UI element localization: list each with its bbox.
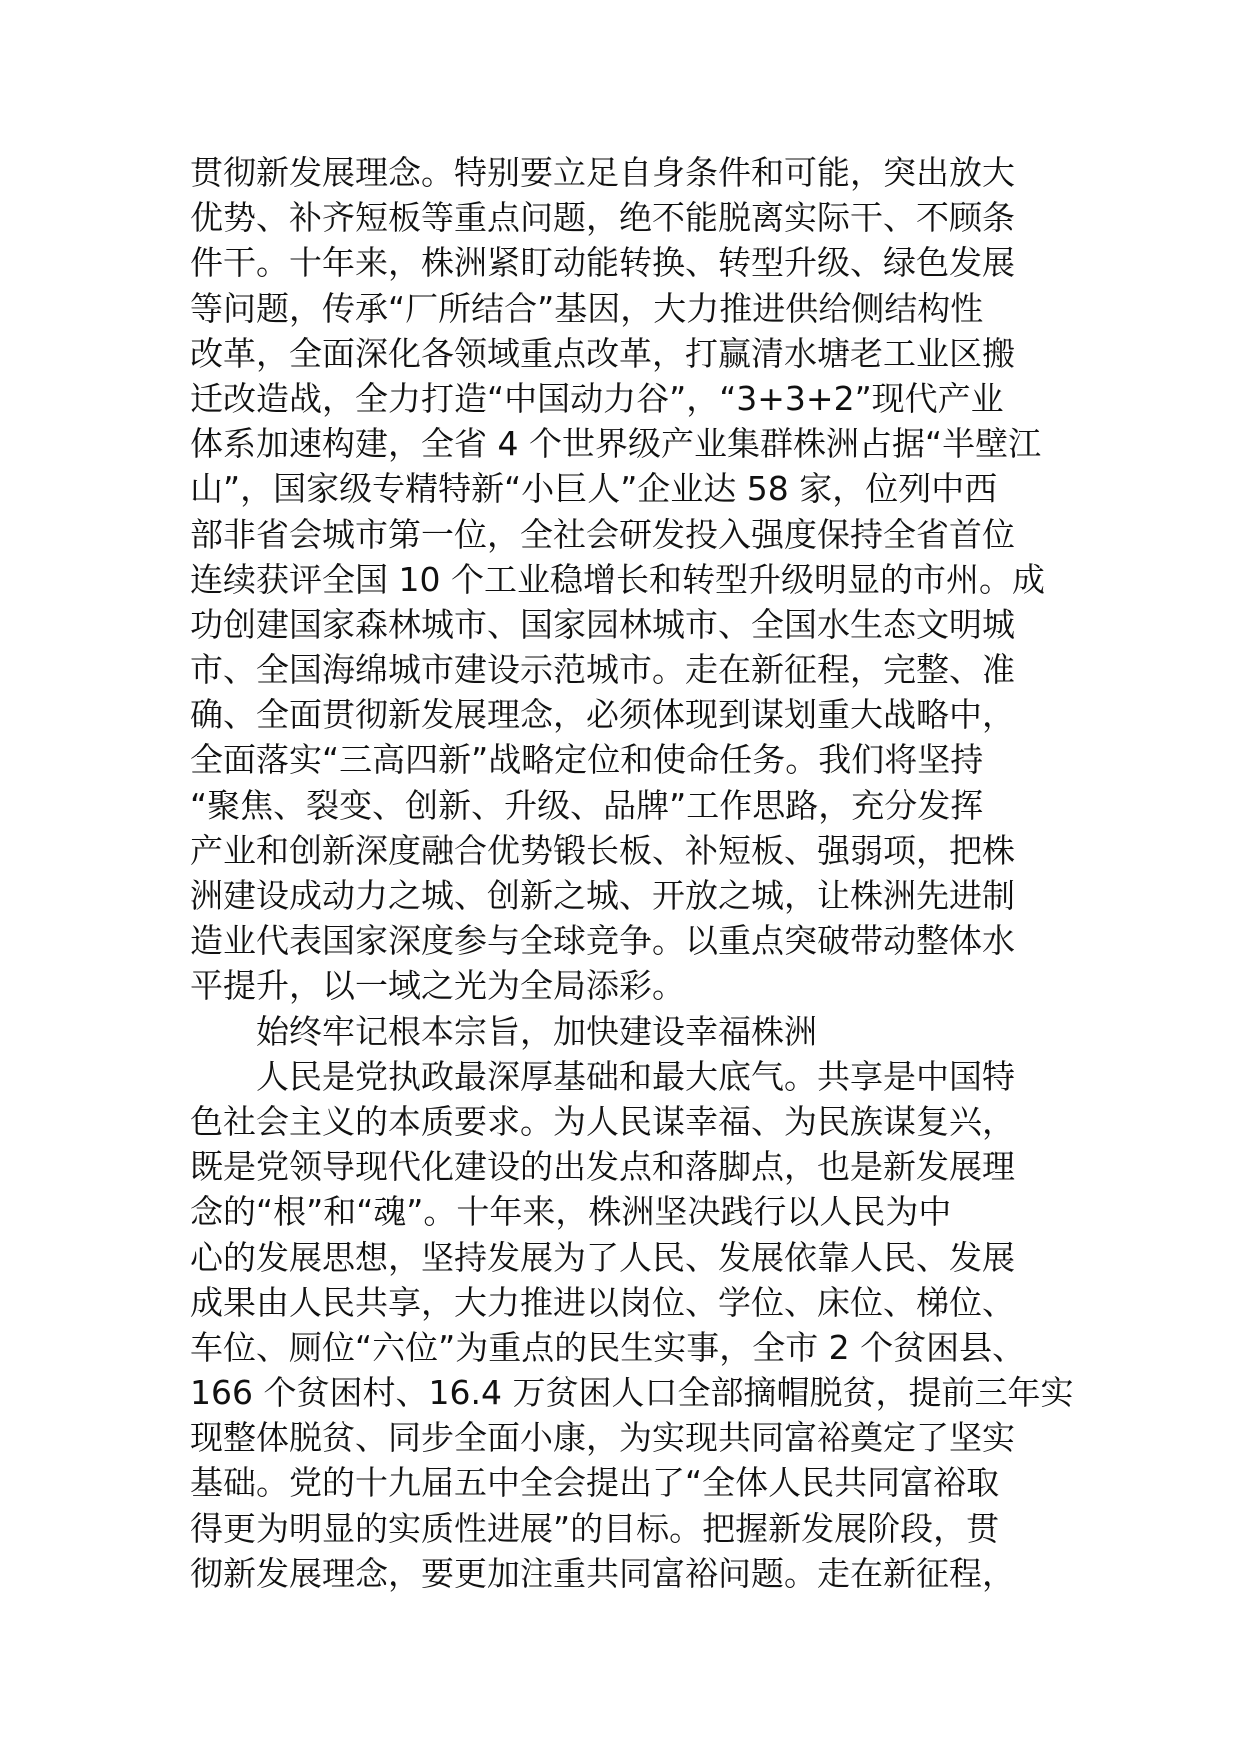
text-line: 连续获评全国 10 个工业稳增长和转型升级明显的市州。成 [190, 559, 1045, 599]
text-line: 既是党领导现代化建设的出发点和落脚点，也是新发展理 [190, 1147, 1015, 1187]
text-line: 全面落实“三高四新”战略定位和使命任务。我们将坚持 [190, 740, 984, 780]
text-line: 贯彻新发展理念。特别要立足自身条件和可能，突出放大 [190, 153, 1015, 192]
text-line: “聚焦、裂变、创新、升级、品牌”工作思路，充分发挥 [190, 785, 984, 825]
text-line: 色社会主义的本质要求。为人民谋幸福、为民族谋复兴， [190, 1101, 1015, 1141]
text-line: 人民是党执政最深厚基础和最大底气。共享是中国特 [256, 1056, 1015, 1096]
text-line: 市、全国海绵城市建设示范城市。走在新征程，完整、准 [190, 650, 1015, 690]
text-line: 件干。十年来，株洲紧盯动能转换、转型升级、绿色发展 [190, 243, 1015, 283]
text-line: 改革，全面深化各领域重点改革，打赢清水塘老工业区搬 [190, 333, 1015, 373]
text-line: 体系加速构建，全省 4 个世界级产业集群株洲占据“半壁江 [190, 424, 1042, 464]
text-line: 现整体脱贫、同步全面小康，为实现共同富裕奠定了坚实 [190, 1418, 1015, 1458]
text-line: 彻新发展理念，要更加注重共同富裕问题。走在新征程， [190, 1553, 1015, 1593]
text-line: 造业代表国家深度参与全球竞争。以重点突破带动整体水 [190, 921, 1015, 961]
text-line: 平提升，以一域之光为全局添彩。 [190, 966, 685, 1006]
text-line: 洲建设成动力之城、创新之城、开放之城，让株洲先进制 [190, 876, 1015, 915]
section-heading: 始终牢记根本宗旨，加快建设幸福株洲 [256, 1011, 817, 1051]
text-line: 基础。党的十九届五中全会提出了“全体人民共同富裕取 [190, 1463, 1000, 1503]
text-line: 优势、补齐短板等重点问题，绝不能脱离实际干、不顾条 [190, 198, 1015, 238]
text-line: 心的发展思想，坚持发展为了人民、发展依靠人民、发展 [190, 1237, 1015, 1277]
text-line: 等问题，传承“厂所结合”基因，大力推进供给侧结构性 [190, 288, 984, 328]
text-line: 产业和创新深度融合优势锻长板、补短板、强弱项，把株 [190, 830, 1015, 870]
text-line: 念的“根”和“魂”。十年来，株洲坚决践行以人民为中 [190, 1192, 952, 1232]
text-line: 迁改造战，全力打造“中国动力谷”，“3+3+2”现代产业 [190, 378, 1004, 418]
text-line: 得更为明显的实质性进展”的目标。把握新发展阶段，贯 [190, 1508, 1000, 1548]
text-line: 部非省会城市第一位，全社会研发投入强度保持全省首位 [190, 514, 1015, 554]
text-line: 山”，国家级专精特新“小巨人”企业达 58 家，位列中西 [190, 469, 998, 509]
text-line: 确、全面贯彻新发展理念，必须体现到谋划重大战略中， [190, 695, 1015, 735]
text-line: 166 个贫困村、16.4 万贫困人口全部摘帽脱贫，提前三年实 [190, 1373, 1074, 1413]
text-line: 车位、厕位“六位”为重点的民生实事，全市 2 个贫困县、 [190, 1327, 1026, 1367]
text-line: 成果由人民共享，大力推进以岗位、学位、床位、梯位、 [190, 1282, 1015, 1322]
body-text [190, 150, 1090, 1596]
text-line: 功创建国家森林城市、国家园林城市、全国水生态文明城 [190, 604, 1015, 644]
